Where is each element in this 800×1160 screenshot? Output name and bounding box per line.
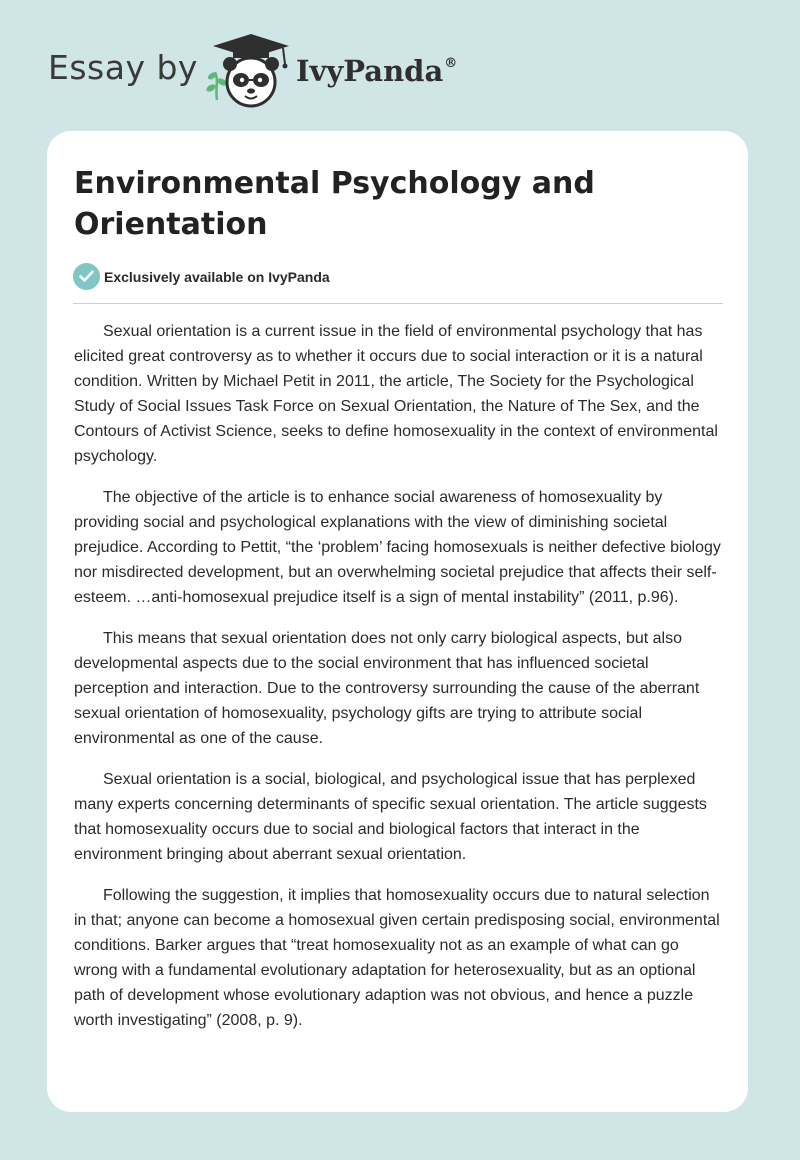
paragraph: Following the suggestion, it implies that homosexuality occurs due to natural selection in that; anyone can become a homosexual given certain predisposing social, environmental conditions. Barker argues that “treat homosexuality not as an example of what can go wrong with a fundamental evolutionary adaptation for heterosexuality, but as an optional path of development whose evolutionary adaption was not obvious, and hence a puzzle worth investigating” (2008, p. 9). bbox=[74, 887, 720, 1029]
brand-name[interactable]: IvyPanda® bbox=[296, 54, 458, 88]
essay-by-label: Essay by bbox=[48, 48, 198, 87]
paragraph: The objective of the article is to enhance social awareness of homosexuality by providing social and psychological explanations with the view of diminishing societal prejudice. According to Pettit, “the ‘problem’ facing homosexuals is neither defective biology nor misdirected development, but an overwhelming societal prejudice that affects their self-esteem. …anti-homosexual prejudice itself is a sign of mental instability” (2011, p.96). bbox=[74, 489, 721, 606]
essay-card bbox=[47, 131, 748, 1112]
registered-mark: ® bbox=[444, 56, 458, 71]
essay-body bbox=[74, 319, 724, 1049]
check-circle-icon bbox=[73, 263, 100, 290]
badge-label: Exclusively available on IvyPanda bbox=[104, 269, 330, 285]
paragraph: Sexual orientation is a social, biological, and psychological issue that has perplexed many experts concerning determinants of specific sexual orientation. The article suggests that homosexuality occurs due to social and biological factors that interact in the environment bringing about aberrant sexual orientation. bbox=[74, 771, 707, 863]
essay-title: Environmental Psychology and Orientation bbox=[74, 166, 595, 242]
site-header bbox=[48, 30, 548, 110]
panda-logo-icon[interactable] bbox=[203, 30, 293, 110]
paragraph: This means that sexual orientation does not only carry biological aspects, but also developmental aspects due to the social environment that has influenced societal perception and interaction. Due to the controversy surrounding the cause of the aberrant sexual orientation of homosexuality, psychology gifts are trying to attribute social environmental as one of the cause. bbox=[74, 630, 700, 747]
divider bbox=[73, 303, 723, 304]
paragraph: Sexual orientation is a current issue in the field of environmental psychology that has elicited great controversy as to whether it occurs due to social interaction or it is a natural condition. Written by Michael Petit in 2011, the article, The Society for the Psychological Study of Social Issues Task Force on Sexual Orientation, the Nature of The Sex, and the Contours of Activist Science, seeks to define homosexuality in the context of environmental psychology. bbox=[74, 323, 718, 465]
